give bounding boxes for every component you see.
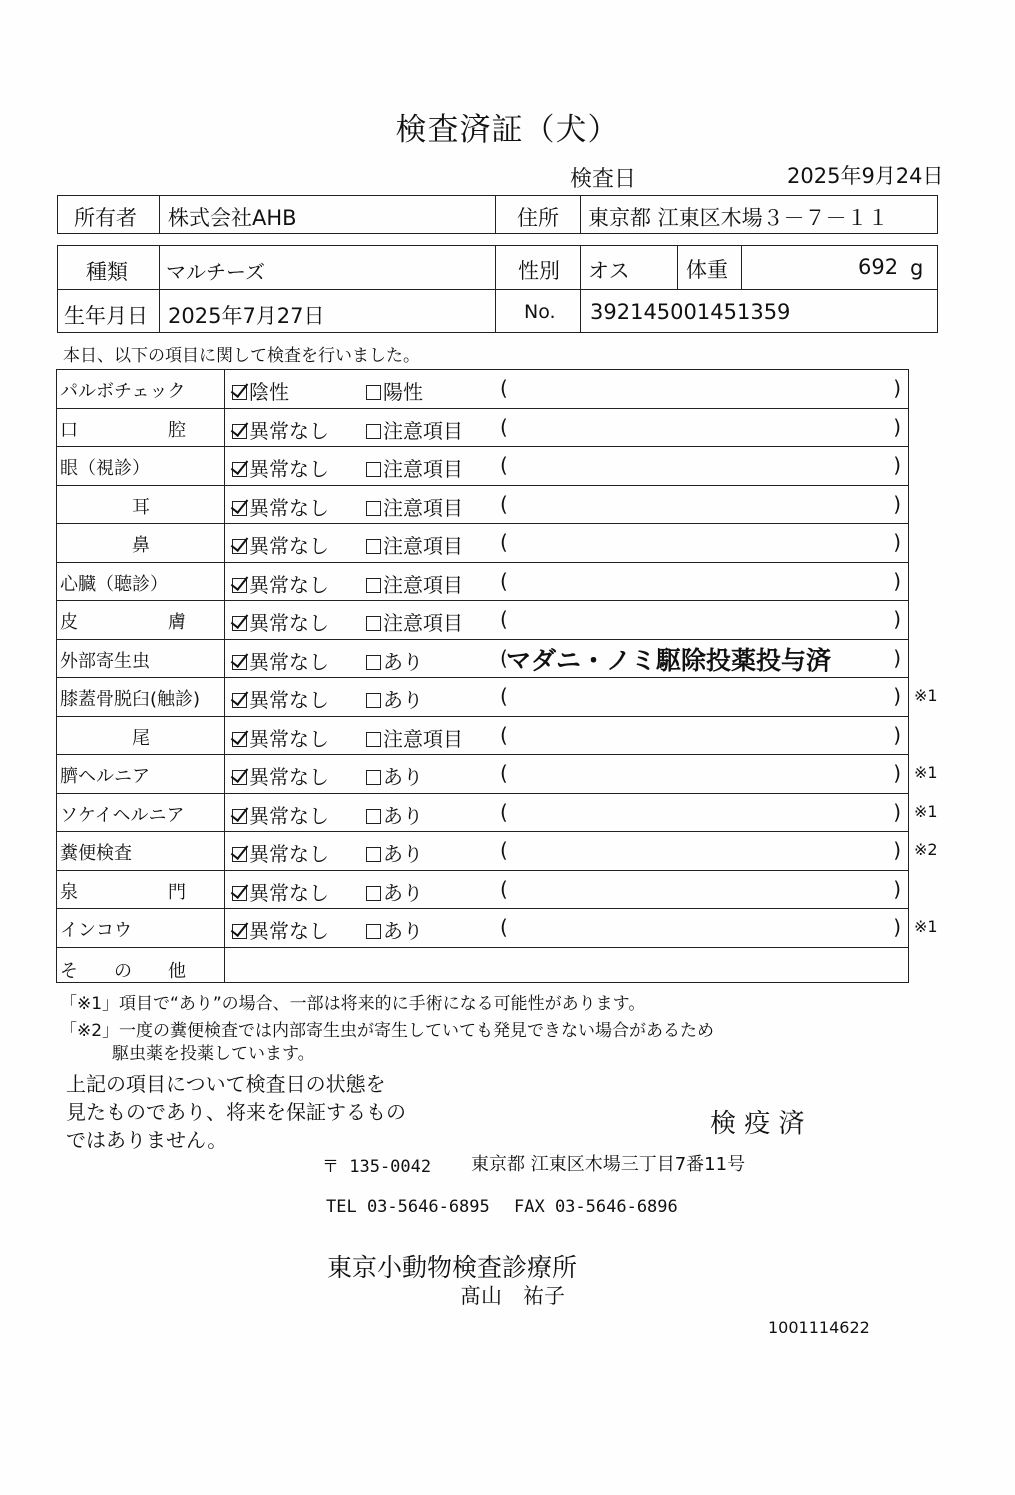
option-label: 異常なし: [249, 457, 329, 481]
paren-open: (: [500, 414, 508, 439]
check-option-ok[interactable]: [232, 761, 329, 790]
check-option-flag[interactable]: [366, 800, 423, 829]
option-label: 注意項目: [383, 495, 463, 520]
checked-box-icon[interactable]: [232, 616, 247, 631]
paren-open: (: [500, 915, 508, 939]
paren-open: (: [500, 453, 508, 477]
check-row: [56, 369, 909, 408]
option-label: 注意項目: [383, 457, 463, 481]
option-label: あり: [383, 649, 423, 674]
check-item-label: 膝蓋骨脱臼(触診): [60, 689, 201, 710]
option-label: あり: [383, 688, 423, 712]
paren-close: ): [893, 414, 901, 439]
option-label: 異常なし: [249, 880, 329, 905]
owner-label: 所有者: [74, 206, 137, 230]
check-item-label: 泉 門: [60, 881, 186, 903]
paren-open: (: [500, 838, 508, 862]
check-item-label: 臍ヘルニア: [60, 766, 150, 787]
empty-box-icon[interactable]: [366, 462, 381, 477]
checked-box-icon[interactable]: [232, 655, 247, 670]
check-option-ok[interactable]: [232, 569, 329, 598]
serial-number: 1001114622: [768, 1318, 870, 1337]
check-option-flag[interactable]: [366, 915, 423, 944]
tel: TEL 03-5646-6895: [326, 1197, 490, 1217]
check-option-ok[interactable]: [232, 492, 329, 521]
option-label: 陰性: [249, 380, 289, 404]
check-item-label: 糞便検査: [60, 843, 132, 864]
clinic-name: 東京小動物検査診療所: [327, 1253, 578, 1282]
other-label: そ の 他: [60, 960, 186, 982]
paren-close: ): [893, 530, 901, 554]
check-option-flag[interactable]: [366, 684, 423, 713]
option-label: あり: [383, 842, 423, 866]
check-note: マダニ・ノミ駆除投薬投与済: [506, 645, 832, 675]
option-label: 注意項目: [383, 611, 463, 635]
check-option-flag[interactable]: [366, 569, 463, 598]
empty-box-icon[interactable]: [366, 539, 381, 554]
disclaimer-line: 上記の項目について検査日の状態を: [66, 1072, 386, 1096]
empty-box-icon[interactable]: [366, 616, 381, 631]
checked-box-icon[interactable]: [232, 732, 247, 747]
check-item-label: 皮 膚: [60, 612, 186, 633]
weight-value: 692: [858, 255, 899, 279]
checked-box-icon[interactable]: [232, 770, 247, 785]
option-label: 異常なし: [249, 726, 329, 751]
empty-box-icon[interactable]: [366, 770, 381, 785]
check-row: [56, 523, 909, 562]
check-option-flag[interactable]: [366, 492, 463, 521]
checked-box-icon[interactable]: [232, 578, 247, 593]
option-label: 異常なし: [249, 418, 329, 443]
person-name: 髙山 祐子: [460, 1284, 565, 1308]
paren-open: (: [500, 876, 508, 901]
paren-close: ): [893, 915, 901, 939]
sex-value: オス: [588, 259, 630, 283]
birth-label: 生年月日: [64, 304, 148, 328]
empty-box-icon[interactable]: [366, 655, 381, 670]
paren-open: (: [500, 722, 508, 747]
sex-label: 性別: [518, 259, 560, 283]
checks-table: [56, 369, 1015, 984]
check-option-flag[interactable]: [366, 877, 423, 906]
check-row: [56, 870, 909, 909]
option-label: あり: [383, 803, 423, 828]
check-item-label: 耳: [132, 496, 150, 518]
option-label: 注意項目: [383, 418, 463, 443]
option-label: 異常なし: [249, 534, 329, 558]
check-row: [56, 677, 938, 716]
checked-box-icon[interactable]: [232, 539, 247, 554]
check-option-ok[interactable]: [232, 723, 329, 752]
empty-box-icon[interactable]: [366, 886, 381, 901]
paren-close: ): [893, 491, 901, 516]
check-option-flag[interactable]: [366, 646, 423, 675]
check-row: [56, 600, 909, 639]
option-label: あり: [383, 880, 423, 905]
check-option-ok[interactable]: [232, 453, 329, 482]
paren-open: (: [500, 799, 508, 824]
paren-open: (: [500, 684, 508, 708]
paren-close: ): [893, 645, 901, 670]
owner-value: 株式会社AHB: [168, 206, 297, 230]
check-item-label: 外部寄生虫: [60, 650, 150, 672]
option-label: あり: [383, 765, 423, 789]
check-option-flag[interactable]: [366, 376, 423, 405]
paren-close: ): [893, 607, 901, 631]
empty-box-icon[interactable]: [366, 424, 381, 439]
check-option-flag[interactable]: [366, 453, 463, 482]
option-label: 異常なし: [249, 842, 329, 866]
disclaimer: [66, 1070, 406, 1154]
no-label: No.: [524, 301, 556, 323]
option-label: 陽性: [383, 380, 423, 404]
option-label: 注意項目: [383, 572, 463, 597]
disclaimer-line: ではありません。: [66, 1128, 228, 1152]
option-label: 異常なし: [249, 611, 329, 635]
paren-close: ): [893, 876, 901, 901]
check-option-flag[interactable]: [366, 761, 423, 790]
option-label: 異常なし: [249, 649, 329, 674]
animal-table: [57, 245, 938, 333]
paren-close: ): [893, 722, 901, 747]
check-option-ok[interactable]: [232, 376, 289, 405]
checked-box-icon[interactable]: [232, 886, 247, 901]
footnote-mark: ※1: [914, 917, 938, 936]
paren-close: ): [893, 799, 901, 824]
option-label: 異常なし: [249, 495, 329, 520]
check-item-label: 尾: [132, 727, 150, 749]
empty-box-icon[interactable]: [366, 501, 381, 516]
footnote-2: 「※2」一度の糞便検査では内部寄生虫が寄生していても発見できない場合があるため: [60, 1021, 715, 1041]
check-row: [56, 446, 909, 485]
empty-box-icon[interactable]: [366, 847, 381, 862]
check-item-label: パルボチェック: [60, 381, 186, 402]
footnote-mark: ※1: [914, 801, 938, 821]
check-option-flag[interactable]: [366, 723, 463, 752]
footnote-mark: ※1: [914, 763, 938, 782]
check-item-label: インコウ: [60, 920, 132, 941]
option-label: あり: [383, 919, 423, 943]
checked-box-icon[interactable]: [232, 462, 247, 477]
check-row: [56, 639, 909, 678]
breed-value: マルチーズ: [166, 260, 265, 284]
check-row: [56, 793, 938, 832]
check-row: [56, 908, 938, 947]
checked-box-icon[interactable]: [232, 385, 247, 400]
footnote-1: 「※1」項目で“あり”の場合、一部は将来的に手術になる可能性があります。: [60, 994, 646, 1014]
check-option-ok[interactable]: [232, 415, 329, 444]
paren-close: ): [893, 761, 901, 785]
empty-box-icon[interactable]: [366, 732, 381, 747]
owner-table: [57, 195, 938, 234]
other-row: [56, 947, 909, 984]
check-row: [56, 562, 909, 601]
breed-label: 種類: [86, 260, 128, 284]
check-item-label: ソケイヘルニア: [60, 804, 185, 826]
check-option-ok[interactable]: [232, 800, 329, 829]
fax: FAX 03-5646-6896: [514, 1197, 678, 1217]
check-option-flag[interactable]: [366, 607, 463, 636]
checked-box-icon[interactable]: [232, 501, 247, 516]
paren-close: ): [893, 568, 901, 593]
check-option-flag[interactable]: [366, 838, 423, 867]
disclaimer-line: 見たものであり、将来を保証するもの: [66, 1100, 406, 1124]
check-row: [56, 485, 909, 524]
check-option-ok[interactable]: [232, 684, 329, 713]
option-label: 異常なし: [249, 919, 329, 943]
checked-box-icon[interactable]: [232, 693, 247, 708]
check-item-label: 心臓（聴診）: [60, 573, 168, 595]
empty-box-icon[interactable]: [366, 693, 381, 708]
check-option-ok[interactable]: [232, 877, 329, 906]
inspection-date-label: 検査日: [570, 167, 637, 192]
check-row: [56, 716, 909, 755]
address-value: 東京都 江東区木場３－７－１１: [588, 206, 889, 230]
paren-open: (: [500, 607, 508, 631]
check-option-flag[interactable]: [366, 415, 463, 444]
footnote-2-cont: 駆虫薬を投薬しています。: [112, 1044, 315, 1064]
paren-open: (: [500, 530, 508, 554]
paren-open: (: [500, 761, 508, 785]
empty-box-icon[interactable]: [366, 924, 381, 939]
footnote-mark: ※2: [914, 840, 938, 859]
weight-label: 体重: [686, 258, 728, 282]
weight-unit: g: [910, 256, 924, 280]
inspection-date: 2025年9月24日: [787, 164, 944, 188]
paren-close: ): [893, 838, 901, 862]
option-label: 異常なし: [249, 572, 329, 597]
empty-box-icon[interactable]: [366, 578, 381, 593]
paren-open: (: [500, 568, 508, 593]
check-option-ok[interactable]: [232, 646, 329, 675]
clinic-address: 東京都 江東区木場三丁目7番11号: [471, 1154, 746, 1175]
address-label: 住所: [517, 206, 559, 230]
paren-open: (: [500, 645, 508, 670]
check-option-ok[interactable]: [232, 607, 329, 636]
empty-box-icon[interactable]: [366, 809, 381, 824]
option-label: 注意項目: [383, 534, 463, 558]
no-value: 392145001451359: [590, 300, 791, 324]
document-title: 検査済証（犬）: [395, 112, 620, 148]
quarantine-stamp: 検 疫 済: [710, 1109, 805, 1139]
check-item-label: 眼（視診）: [60, 458, 150, 479]
option-label: 異常なし: [249, 765, 329, 789]
check-item-label: 口 腔: [60, 419, 186, 441]
check-item-label: 鼻: [132, 535, 150, 556]
check-option-ok[interactable]: [232, 915, 329, 944]
option-label: 異常なし: [249, 803, 329, 828]
paren-close: ): [893, 453, 901, 477]
check-row: [56, 754, 938, 793]
check-option-flag[interactable]: [366, 530, 463, 559]
postal-code: 〒 135-0042: [322, 1157, 432, 1177]
paren-open: (: [500, 376, 508, 400]
check-option-ok[interactable]: [232, 838, 329, 867]
empty-box-icon[interactable]: [366, 385, 381, 400]
paren-open: (: [500, 491, 508, 516]
check-option-ok[interactable]: [232, 530, 329, 559]
intro-text: 本日、以下の項目に関して検査を行いました。: [63, 346, 420, 366]
birth-value: 2025年7月27日: [168, 304, 325, 328]
paren-close: ): [893, 376, 901, 400]
option-label: 異常なし: [249, 688, 329, 712]
paren-close: ): [893, 684, 901, 708]
option-label: 注意項目: [383, 726, 463, 751]
check-row: [56, 831, 938, 870]
check-row: [56, 408, 909, 447]
checked-box-icon[interactable]: [232, 847, 247, 862]
checked-box-icon[interactable]: [232, 424, 247, 439]
footnote-mark: ※1: [914, 686, 938, 705]
checked-box-icon[interactable]: [232, 924, 247, 939]
checked-box-icon[interactable]: [232, 809, 247, 824]
